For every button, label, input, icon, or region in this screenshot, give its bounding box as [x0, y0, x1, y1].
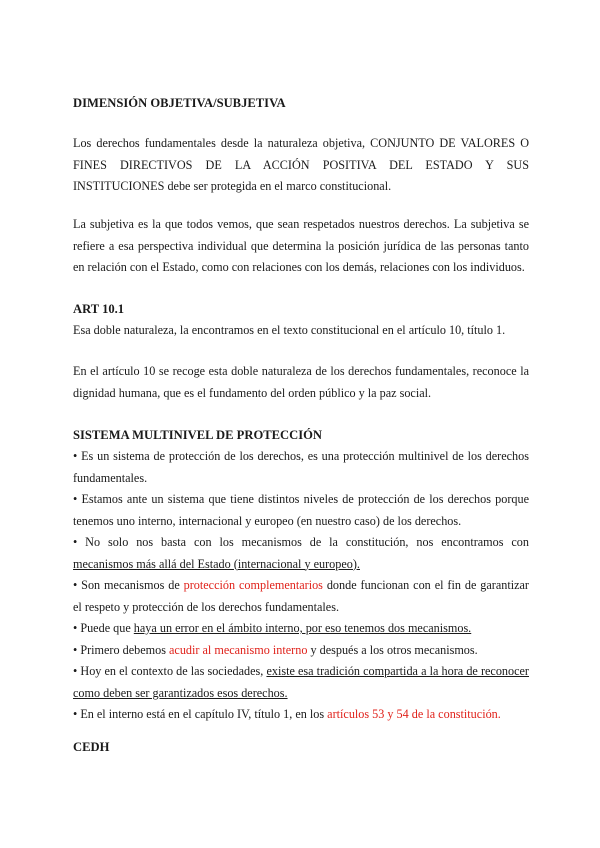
heading-cedh: CEDH [73, 740, 110, 754]
bullet-item-3 [73, 532, 529, 575]
bullet-6-rest: y después a los otros mecanismos. [307, 642, 478, 657]
bullet-7-text: • Hoy en el contexto de las sociedades, [73, 664, 267, 678]
heading-art-10-1: ART 10.1 [73, 302, 125, 316]
paragraph-art-10: En el artículo 10 se recoge esta doble naturaleza de los derechos fundamentales, reconoce la dignidad humana, que es el fundamento del orden público y la paz social. [73, 364, 529, 400]
bullet-item-6 [73, 640, 529, 662]
bullet-item-8 [73, 704, 529, 726]
bullet-item-5 [73, 618, 529, 640]
bullet-4-red: protección complementarios [183, 578, 323, 592]
bullet-6-red: acudir al mecanismo interno [169, 642, 308, 657]
bullet-4-text: • Son mecanismos de [73, 578, 184, 592]
bullet-4-rest: donde funcionan con el fin de garantizar el respeto y protección de los derechos fundamentales. [73, 578, 529, 614]
heading-sistema-multinivel: SISTEMA MULTINIVEL DE PROTECCIÓN [73, 428, 323, 442]
bullet-8-red: artículos 53 y 54 de la constitución. [327, 707, 501, 721]
bullet-5-underlined: haya un error en el ámbito interno, por eso tenemos dos mecanismos. [133, 621, 472, 635]
heading-dimension: DIMENSIÓN OBJETIVA/SUBJETIVA [73, 96, 286, 110]
bullet-7-underlined: existe esa tradición compartida a la hora de reconocer como deben ser garantizados esos derechos. [73, 664, 529, 700]
bullet-item-7 [73, 661, 529, 704]
paragraph-subjective: La subjetiva es la que todos vemos, que sean respetados nuestros derechos. La subjetiva se refiere a esa perspectiva individual que determina la posición jurídica de las personas tanto en relación con el Estado, como con relaciones con los demás, relaciones con los individuos. [73, 217, 529, 274]
bullet-list [73, 446, 529, 726]
bullet-item-1: • Es un sistema de protección de los derechos, es una protección multinivel de los derechos fundamentales. [73, 449, 529, 485]
bullet-item-2: • Estamos ante un sistema que tiene distintos niveles de protección de los derechos porque tenemos uno interno, internacional y europeo (en nuestro caso) de los derechos. [73, 492, 529, 528]
bullet-8-text: • En el interno está en el capítulo IV, título 1, en los [73, 707, 328, 721]
paragraph-objective: Los derechos fundamentales desde la naturaleza objetiva, CONJUNTO DE VALORES O FINES DIRECTIVOS DE LA ACCIÓN POSITIVA DEL ESTADO Y SUS INSTITUCIONES debe ser protegida en el marco constitucional. [73, 136, 529, 193]
paragraph-art-line: Esa doble naturaleza, la encontramos en el texto constitucional en el artículo 10, título 1. [73, 323, 506, 337]
bullet-6-text: • Primero debemos [73, 642, 169, 657]
bullet-3-underlined: mecanismos más allá del Estado (internacional y europeo). [73, 556, 360, 571]
bullet-item-4 [73, 575, 529, 618]
bullet-3-text: • No solo nos basta con los mecanismos de la constitución, nos encontramos con [73, 535, 529, 549]
bullet-5-text: • Puede que [73, 621, 134, 635]
